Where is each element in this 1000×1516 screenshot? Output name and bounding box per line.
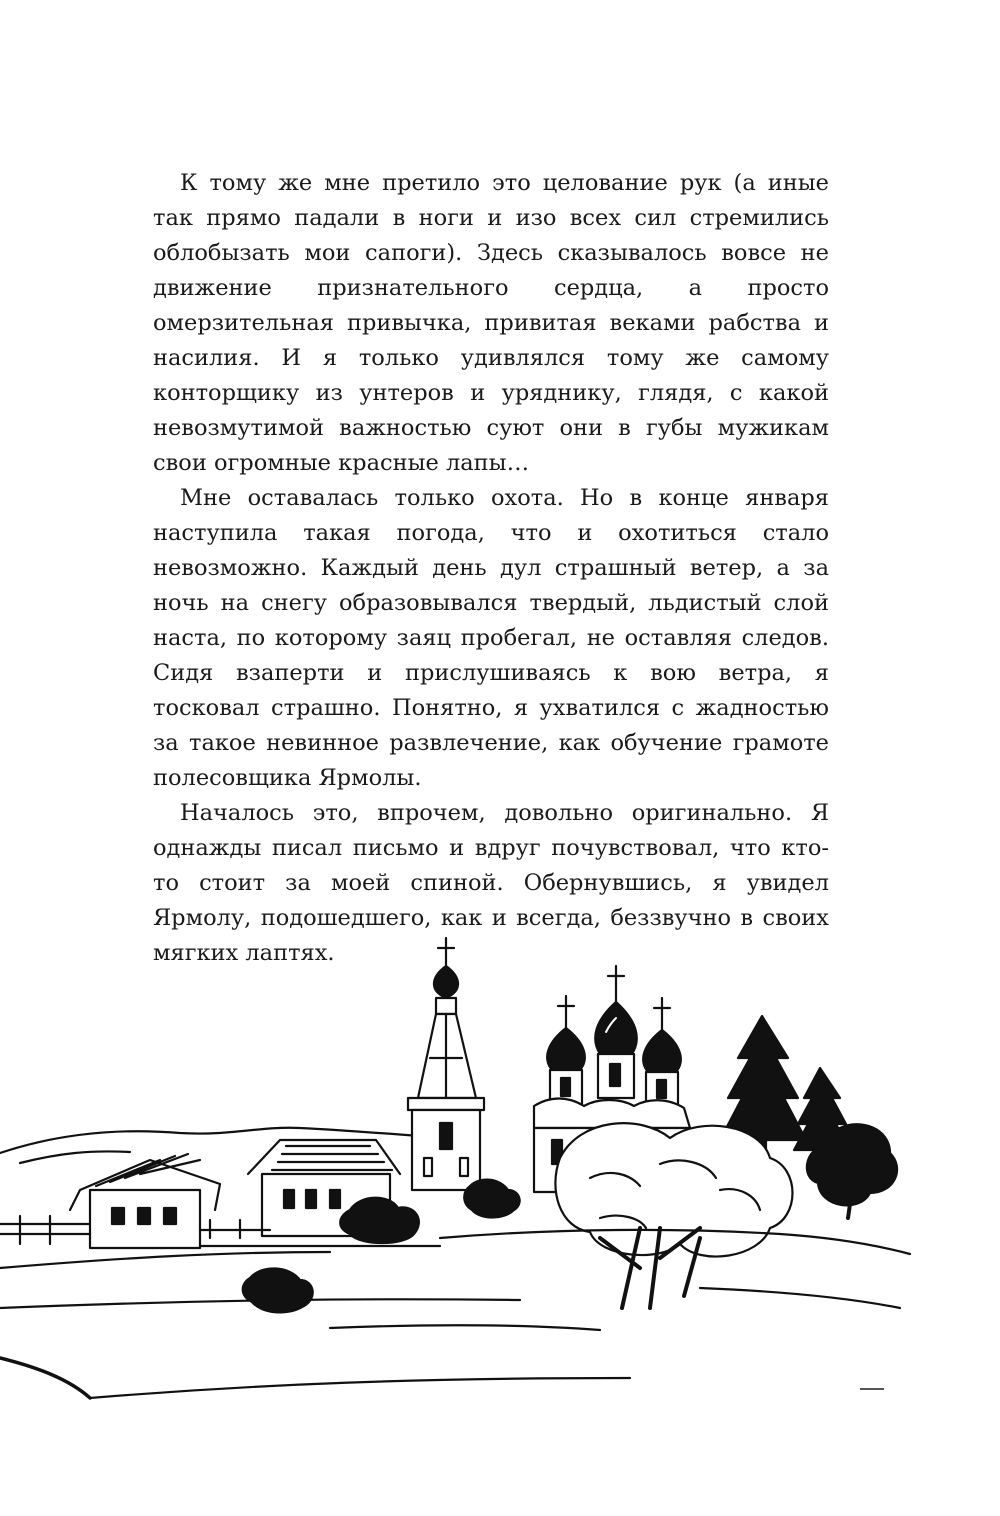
body-text (153, 166, 829, 971)
page-mark (860, 1388, 884, 1390)
big-tree (555, 1123, 792, 1308)
paragraph: Началось это, впрочем, довольно оригинально. Я однажды писал письмо и вдруг почувствовал, что кто-то стоит за моей спиной. Обернувшись, я увидел Ярмолу, подошедшего, как и всегда, беззвучно в своих мягких лаптях. (153, 800, 829, 966)
ground-lines (0, 1230, 910, 1398)
bell-tower (408, 938, 484, 1190)
paragraph: К тому же мне претило это целование рук (а иные так прямо падали в ноги и изо всех сил стремились облобызать мои сапоги). Здесь сказывалось вовсе не движение признательного сердца, а просто омерзительная привычка, привитая веками рабства и насилия. И я только удивлялся тому же самому конторщику из унтеров и уряднику, глядя, с какой невозмутимой важностью суют они в губы мужикам свои огромные красные лапы… (153, 170, 829, 476)
paragraph: Мне оставалась только охота. Но в конце января наступила такая погода, что и охотиться стало невозможно. Каждый день дул страшный ветер, а за ночь на снегу образовывался твердый, льдистый слой наста, по которому заяц пробегал, не оставляя следов. Сидя взаперти и прислушиваясь к вою ветра, я тосковал страшно. Понятно, я ухватился с жадностью за такое невинное развлечение, как обучение грамоте полесовщика Ярмолы. (153, 485, 829, 791)
village-church-illustration (0, 928, 1000, 1408)
left-house (0, 1154, 220, 1248)
